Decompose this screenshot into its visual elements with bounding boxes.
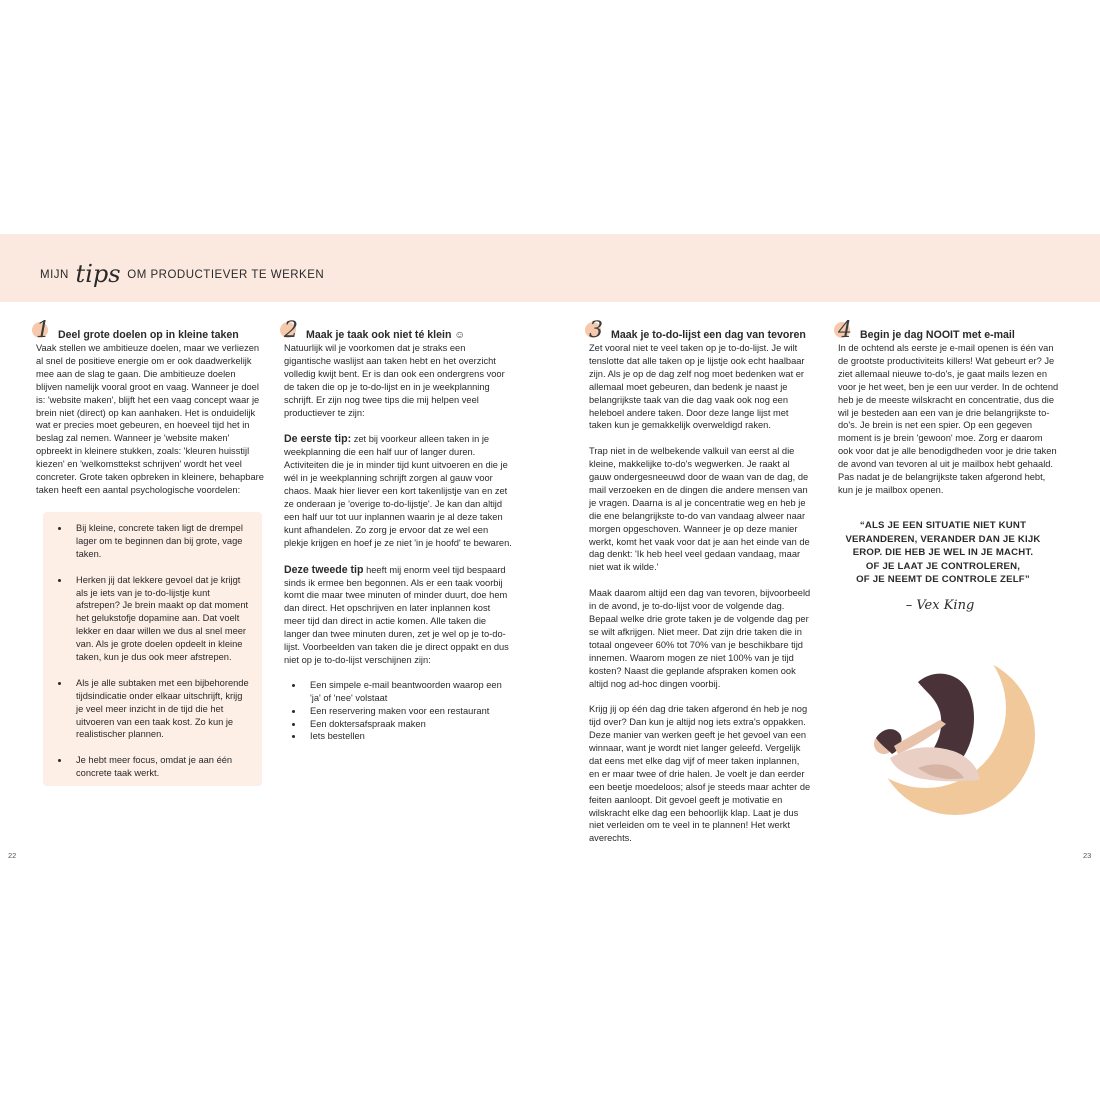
list-item: • Een reservering maken voor een restaurant: [304, 705, 512, 718]
benefits-box: [43, 512, 262, 786]
section-paragraph: In de ochtend als eerste je e-mail openen is één van de grootste productiviteits killers! Wat gebeurt er? Je ziet allemaal nieuwe to-do's, je gaat mails lezen en voor je het weet, ben je een uur verder. In de ochtend heb je de meeste wilskracht en concentratie, dus die wil je besteden aan een van je drie belangrijkste to-do's. Je brein is net een spier. Op een gegeven moment is je brein 'gewoon' moe. Zorg er daarom ook voor dat je alle benodigdheden voor je drie taken de avond van tevoren al uit je mailbox hebt gehaald. Pas nadat je de belangrijkste taken afgerond hebt, kun je je mailbox openen.: [838, 343, 1059, 495]
list-item: • Als je alle subtaken met een bijbehorende tijdsindicatie onder elkaar uitschrijft, krijg je veel meer inzicht in de tijd die het uitvoeren van een taak kost. Zo kun je realistischer plannen.: [70, 677, 252, 742]
tip-two-paragraph: [284, 564, 512, 667]
section-paragraph: Maak daarom altijd een dag van tevoren, bijvoorbeeld in de avond, je to-do-lijst voor de volgende dag. Bepaal welke drie grote taken je de volgende dag per se wilt afkrijgen. Niet meer. Dat zijn drie taken die in totaal ongeveer 60% tot 70% van je beschikbare tijd innemen. Waarom mogen ze niet 100% van je tijd kosten? Naast die geplande afspraken komen ook altijd nog ad-hoc dingen voorbij.: [589, 588, 811, 689]
header-script-word: tips: [75, 260, 121, 288]
list-item: • Een doktersafspraak maken: [304, 718, 512, 731]
section-title: Deel grote doelen op in kleine taken: [58, 329, 239, 341]
moon-woman-illustration: [860, 640, 1035, 815]
quote-line: “ALS JE EEN SITUATIE NIET KUNT: [859, 520, 1027, 531]
quote-line: VERANDEREN, VERANDER DAN JE KIJK: [845, 533, 1041, 545]
list-item: • Bij kleine, concrete taken ligt de drempel lager om te beginnen dan bij grote, vage taken.: [70, 522, 252, 561]
section-title: Begin je dag NOOIT met e-mail: [860, 329, 1015, 341]
tip-one-text: zet bij voorkeur alleen taken in je weekplanning die een half uur of langer duren. Activiteiten die je in minder tijd kunt uitvoeren en die je wél in je weekplanning schrijft zorgen al gauw voor chaos. Maak hier liever een kort takenlijstje van en zet ze onderaan je 'overige to-do-lijstje'. Je kan dan altijd een half uur tot uur inplannen waarin je al deze taken kunt afhandelen. Zo zorg je ervoor dat ze wel een plekje krijgen en hoef je ze niet 'in je hoofd' te bewaren.: [284, 434, 512, 548]
page-header-title: [40, 256, 325, 288]
section-1-heading: [36, 318, 264, 342]
quote-line: EROP. DIE HEB JE WEL IN JE MACHT.: [852, 547, 1034, 559]
tip-two-label: Deze tweede tip: [284, 563, 364, 576]
list-item: • Een simpele e-mail beantwoorden waarop een 'ja' of 'nee' volstaat: [304, 679, 512, 705]
section-paragraph: Krijg jij op één dag drie taken afgerond én heb je nog tijd over? Dan kun je altijd nog iets extra's oppakken. Deze manier van werken geeft je het gevoel van een winnaar, want je wordt niet langer geleefd. Vergelijk dat eens met elke dag vijf of meer taken inplannen, en er maar twee of drie halen. Je voelt je dan eerder een beetje moedeloos; alsof je steeds maar achter de feiten aanloopt. Dit gevoel geeft je motivatie en wilskracht elke dag een behoorlijk klap. Laat je dus niet verleiden om te veel in te plannen! Het werkt averechts.: [589, 704, 811, 844]
examples-list: [284, 679, 512, 744]
section-paragraph: Zet vooral niet te veel taken op je to-do-lijst. Je wilt tenslotte dat alle taken op je lijstje ook echt haalbaar zijn. Als je op de dag zelf nog moet bedenken wat er allemaal moet gebeuren, dan bedenk je naast je belangrijkste taak van die dag vaak ook nog een heleboel andere taken. Door deze lange lijst met taken kun je gemakkelijk overweldigd raken.: [589, 343, 805, 431]
list-item: • Iets bestellen: [304, 730, 512, 743]
section-paragraph: Trap niet in de welbekende valkuil van eerst al die kleine, makkelijke to-do's wegwerken. Je raakt al gauw ondergesneeuwd door de waan van de dag, de mail verzoeken en de dingen die andere mensen van je vragen. Daarna is al je concentratie weg en heb je die ene belangrijkste to-do van vandaag alweer naar morgen opgeschoven. Wanneer je op deze manier werkt, komt het vaak voor dat je aan het einde van de dag denkt: 'Ik heb heel veel gedaan vandaag, maar niet wat ik wilde.': [589, 446, 810, 573]
section-paragraph: Natuurlijk wil je voorkomen dat je straks een gigantische waslijst aan taken hebt en het overzicht volledig kwijt bent. Er is dan ook een ondergrens voor de taken die op je to-do-lijst en in je weekplanning schrijft. Er zijn nog twee tips die mij helpen veel productiever te zijn:: [284, 343, 505, 418]
tip-one-paragraph: [284, 433, 512, 549]
section-3: [589, 318, 811, 845]
section-4-heading: [838, 318, 1060, 342]
quote-block: [830, 519, 1056, 587]
section-number: 1: [36, 318, 50, 343]
section-1: [36, 318, 264, 497]
section-number: 3: [589, 318, 603, 343]
section-number: 2: [284, 318, 298, 343]
section-2-heading: [284, 318, 512, 342]
tip-one-label: De eerste tip:: [284, 433, 352, 446]
list-item: • Herken jij dat lekkere gevoel dat je krijgt als je iets van je to-do-lijstje kunt afstrepen? Je brein maakt op dat moment het gelukstofje dopamine aan. Dat voelt lekker en daar willen we dus al snel meer van. Als je grote doelen opdeelt in kleine taken, kun je dus ook meer afstrepen.: [70, 574, 252, 664]
quote-line: OF JE LAAT JE CONTROLEREN,: [865, 560, 1021, 572]
header-post: OM PRODUCTIEVER TE WERKEN: [127, 269, 325, 281]
quote-line: OF JE NEEMT DE CONTROLE ZELF”: [856, 574, 1030, 586]
benefits-list: [43, 512, 262, 780]
section-paragraph: Vaak stellen we ambitieuze doelen, maar we verliezen al snel de positieve energie om er ook daadwerkelijk mee aan de slag te gaan. Die ambitieuze doelen blijven namelijk vooral groot en vaag. Wanneer je doel is: 'website maken', blijft het een vaag concept waar je brein niet (direct) op kan aanhaken. Het is onduidelijk wat er precies moet gebeuren, en hoeveel tijd het in beslag zal nemen. Wanneer je 'website maken' opbreekt in kleinere stukken, zoals: 'kleuren huisstijl kiezen' en 'welkomsttekst schrijven' wordt het veel concreter. Grote taken opbreken in kleinere, behapbare taken heeft een aantal psychologische voordelen:: [36, 343, 264, 495]
section-title: Maak je to-do-lijst een dag van tevoren: [611, 329, 806, 341]
section-title: Maak je taak ook niet té klein ☺: [306, 329, 466, 341]
list-item: • Je hebt meer focus, omdat je aan één concrete taak werkt.: [70, 754, 252, 780]
header-pre: MIJN: [40, 269, 69, 281]
tip-two-text: heeft mij enorm veel tijd bespaard sinds ik ermee ben begonnen. Als er een taak voorbij komt die maar twee minuten of minder duurt, doe hem dan direct. Het opschrijven en later inplannen kost meer tijd dan direct in actie komen. Alle taken die langer dan twee minuten duren, zet je wel op je to-do-lijst. Voorbeelden van taken die je direct oppakt en dus niet op je to-do-lijst verschijnen zijn:: [284, 564, 509, 665]
section-3-heading: [589, 318, 811, 342]
section-2: [284, 318, 512, 743]
section-number: 4: [838, 318, 852, 343]
quote-author: – Vex King: [905, 598, 975, 613]
section-4: [838, 318, 1060, 497]
page-number-left: 22: [8, 851, 17, 860]
page-number-right: 23: [1083, 851, 1092, 860]
